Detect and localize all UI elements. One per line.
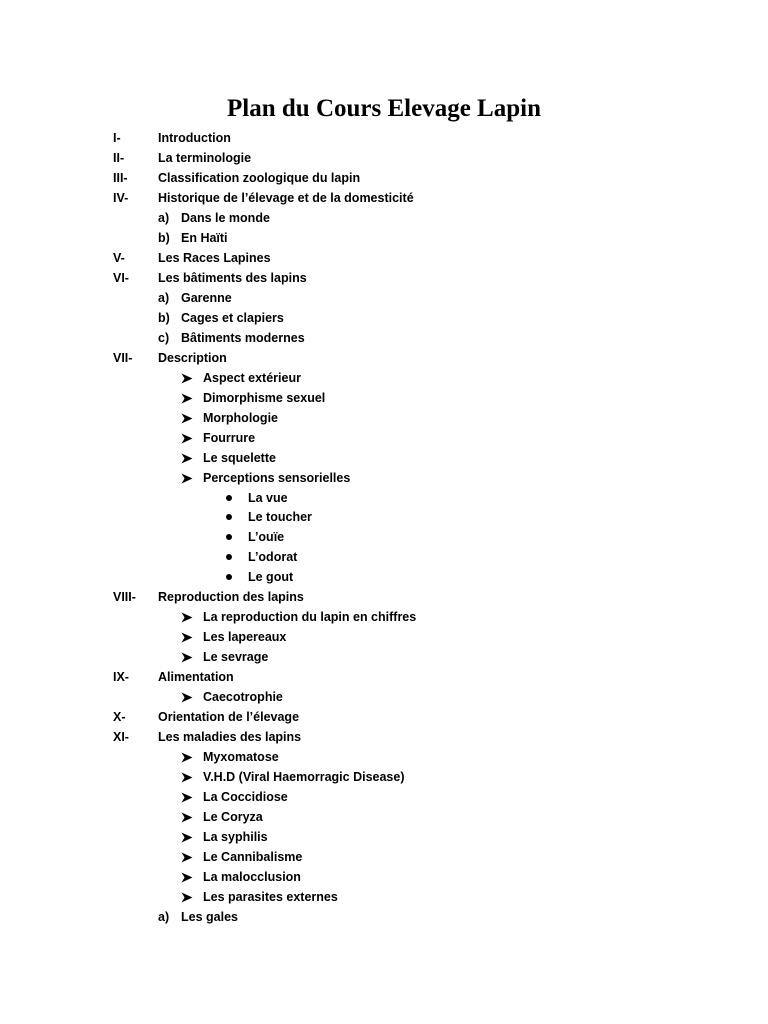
arrow-item-text: V.H.D (Viral Haemorragic Disease) bbox=[203, 770, 405, 784]
arrow-bullet-icon bbox=[181, 413, 193, 424]
outline-line-sub bbox=[0, 208, 768, 228]
bullet-dot-icon bbox=[226, 495, 232, 501]
section-number: VIII- bbox=[113, 590, 136, 605]
subsection-title: Dans le monde bbox=[181, 210, 270, 225]
bullet-dot-icon bbox=[226, 554, 232, 560]
section-number: II- bbox=[113, 151, 125, 165]
subsection-letter: b) bbox=[158, 230, 170, 245]
arrow-item-text: Perceptions sensorielles bbox=[203, 470, 351, 485]
arrow-bullet-icon bbox=[181, 832, 193, 843]
section-title: Alimentation bbox=[158, 670, 234, 685]
outline-line-arrow bbox=[0, 867, 768, 887]
outline-line-arrow bbox=[0, 448, 768, 468]
section-number: I- bbox=[113, 131, 121, 145]
section-title: Les bâtiments des lapins bbox=[158, 270, 307, 285]
outline-line-sub bbox=[0, 907, 768, 927]
outline-line-arrow bbox=[0, 627, 768, 647]
section-title: Les Races Lapines bbox=[158, 250, 271, 265]
arrow-bullet-icon bbox=[181, 652, 193, 663]
subsection-letter: a) bbox=[158, 909, 170, 924]
outline-line-bullet bbox=[0, 567, 768, 587]
section-title: Introduction bbox=[158, 131, 231, 145]
arrow-bullet-icon bbox=[181, 772, 193, 783]
subsection-title: Cages et clapiers bbox=[181, 310, 284, 325]
arrow-bullet-icon bbox=[181, 473, 193, 484]
section-number: III- bbox=[113, 170, 128, 185]
outline-line-arrow bbox=[0, 687, 768, 707]
subsection-title: Garenne bbox=[181, 290, 232, 305]
arrow-item-text: Myxomatose bbox=[203, 750, 279, 765]
bullet-item-text: L’odorat bbox=[248, 550, 298, 565]
arrow-bullet-icon bbox=[181, 433, 193, 444]
outline-line-main bbox=[0, 707, 768, 727]
bullet-dot-icon bbox=[226, 574, 232, 580]
section-number: X- bbox=[113, 710, 126, 725]
arrow-bullet-icon bbox=[181, 612, 193, 623]
arrow-bullet-icon bbox=[181, 812, 193, 823]
arrow-item-text: Fourrure bbox=[203, 430, 256, 445]
section-title: Classification zoologique du lapin bbox=[158, 170, 361, 185]
outline-line-arrow bbox=[0, 847, 768, 867]
arrow-bullet-icon bbox=[181, 632, 193, 643]
outline-line-main bbox=[0, 148, 768, 168]
section-number: IX- bbox=[113, 670, 129, 685]
arrow-item-text: Le Cannibalisme bbox=[203, 849, 303, 864]
outline-line-arrow bbox=[0, 647, 768, 667]
bullet-item-text: Le gout bbox=[248, 570, 294, 585]
arrow-bullet-icon bbox=[181, 393, 193, 404]
arrow-item-text: Les lapereaux bbox=[203, 630, 287, 645]
section-number: VI- bbox=[113, 270, 129, 285]
outline-line-main bbox=[0, 188, 768, 208]
section-number: V- bbox=[113, 250, 125, 265]
section-title: Les maladies des lapins bbox=[158, 730, 302, 745]
section-title: Orientation de l’élevage bbox=[158, 710, 300, 725]
section-number: IV- bbox=[113, 190, 129, 205]
outline-line-arrow bbox=[0, 887, 768, 907]
outline-line-bullet bbox=[0, 507, 768, 527]
outline-line-main bbox=[0, 128, 768, 148]
outline-line-sub bbox=[0, 328, 768, 348]
outline-line-bullet bbox=[0, 488, 768, 508]
outline-line-main bbox=[0, 168, 768, 188]
bullet-dot-icon bbox=[226, 514, 232, 520]
subsection-letter: a) bbox=[158, 210, 170, 225]
subsection-title: En Haïti bbox=[181, 230, 228, 245]
arrow-item-text: Le Coryza bbox=[203, 810, 263, 824]
arrow-bullet-icon bbox=[181, 892, 193, 903]
bullet-item-text: L’ouïe bbox=[248, 530, 285, 545]
page-title: Plan du Cours Elevage Lapin bbox=[227, 95, 541, 122]
outline-line-main bbox=[0, 667, 768, 687]
outline-line-arrow bbox=[0, 747, 768, 767]
subsection-letter: b) bbox=[158, 310, 170, 325]
arrow-item-text: La Coccidiose bbox=[203, 790, 288, 804]
outline-line-main bbox=[0, 727, 768, 747]
arrow-item-text: Caecotrophie bbox=[203, 690, 283, 705]
subsection-title: Bâtiments modernes bbox=[181, 330, 305, 345]
arrow-item-text: Le squelette bbox=[203, 450, 276, 465]
arrow-bullet-icon bbox=[181, 692, 193, 703]
section-number: XI- bbox=[113, 730, 129, 745]
arrow-bullet-icon bbox=[181, 373, 193, 384]
subsection-letter: c) bbox=[158, 330, 170, 345]
arrow-item-text: Le sevrage bbox=[203, 650, 269, 665]
outline-line-arrow bbox=[0, 807, 768, 827]
arrow-bullet-icon bbox=[181, 453, 193, 464]
arrow-bullet-icon bbox=[181, 852, 193, 863]
outline-line-arrow bbox=[0, 767, 768, 787]
arrow-bullet-icon bbox=[181, 792, 193, 803]
outline-line-arrow bbox=[0, 368, 768, 388]
arrow-item-text: Morphologie bbox=[203, 410, 278, 425]
outline-line-arrow bbox=[0, 428, 768, 448]
outline-line-sub bbox=[0, 288, 768, 308]
outline-line-bullet bbox=[0, 547, 768, 567]
outline-line-main bbox=[0, 268, 768, 288]
outline-line-arrow bbox=[0, 607, 768, 627]
arrow-item-text: La syphilis bbox=[203, 829, 268, 844]
bullet-item-text: La vue bbox=[248, 490, 288, 505]
subsection-title: Les gales bbox=[181, 909, 238, 924]
section-number: VII- bbox=[113, 350, 133, 365]
outline-line-arrow bbox=[0, 468, 768, 488]
outline-line-sub bbox=[0, 308, 768, 328]
section-title: Reproduction des lapins bbox=[158, 590, 304, 605]
outline-line-sub bbox=[0, 228, 768, 248]
arrow-item-text: Dimorphisme sexuel bbox=[203, 390, 326, 405]
outline-line-main bbox=[0, 348, 768, 368]
subsection-letter: a) bbox=[158, 290, 170, 305]
bullet-dot-icon bbox=[226, 534, 232, 540]
arrow-item-text: Les parasites externes bbox=[203, 889, 338, 904]
section-title: Description bbox=[158, 350, 227, 365]
outline-line-arrow bbox=[0, 787, 768, 807]
arrow-bullet-icon bbox=[181, 872, 193, 883]
outline-line-main bbox=[0, 248, 768, 268]
arrow-item-text: Aspect extérieur bbox=[203, 370, 301, 385]
section-title: La terminologie bbox=[158, 151, 252, 165]
section-title: Historique de l’élevage et de la domesticité bbox=[158, 190, 414, 205]
arrow-bullet-icon bbox=[181, 752, 193, 763]
outline-line-arrow bbox=[0, 388, 768, 408]
arrow-item-text: La reproduction du lapin en chiffres bbox=[203, 610, 417, 625]
outline-line-bullet bbox=[0, 527, 768, 547]
outline-line-main bbox=[0, 587, 768, 607]
outline-line-arrow bbox=[0, 408, 768, 428]
bullet-item-text: Le toucher bbox=[248, 510, 312, 525]
outline-line-arrow bbox=[0, 827, 768, 847]
arrow-item-text: La malocclusion bbox=[203, 869, 301, 884]
